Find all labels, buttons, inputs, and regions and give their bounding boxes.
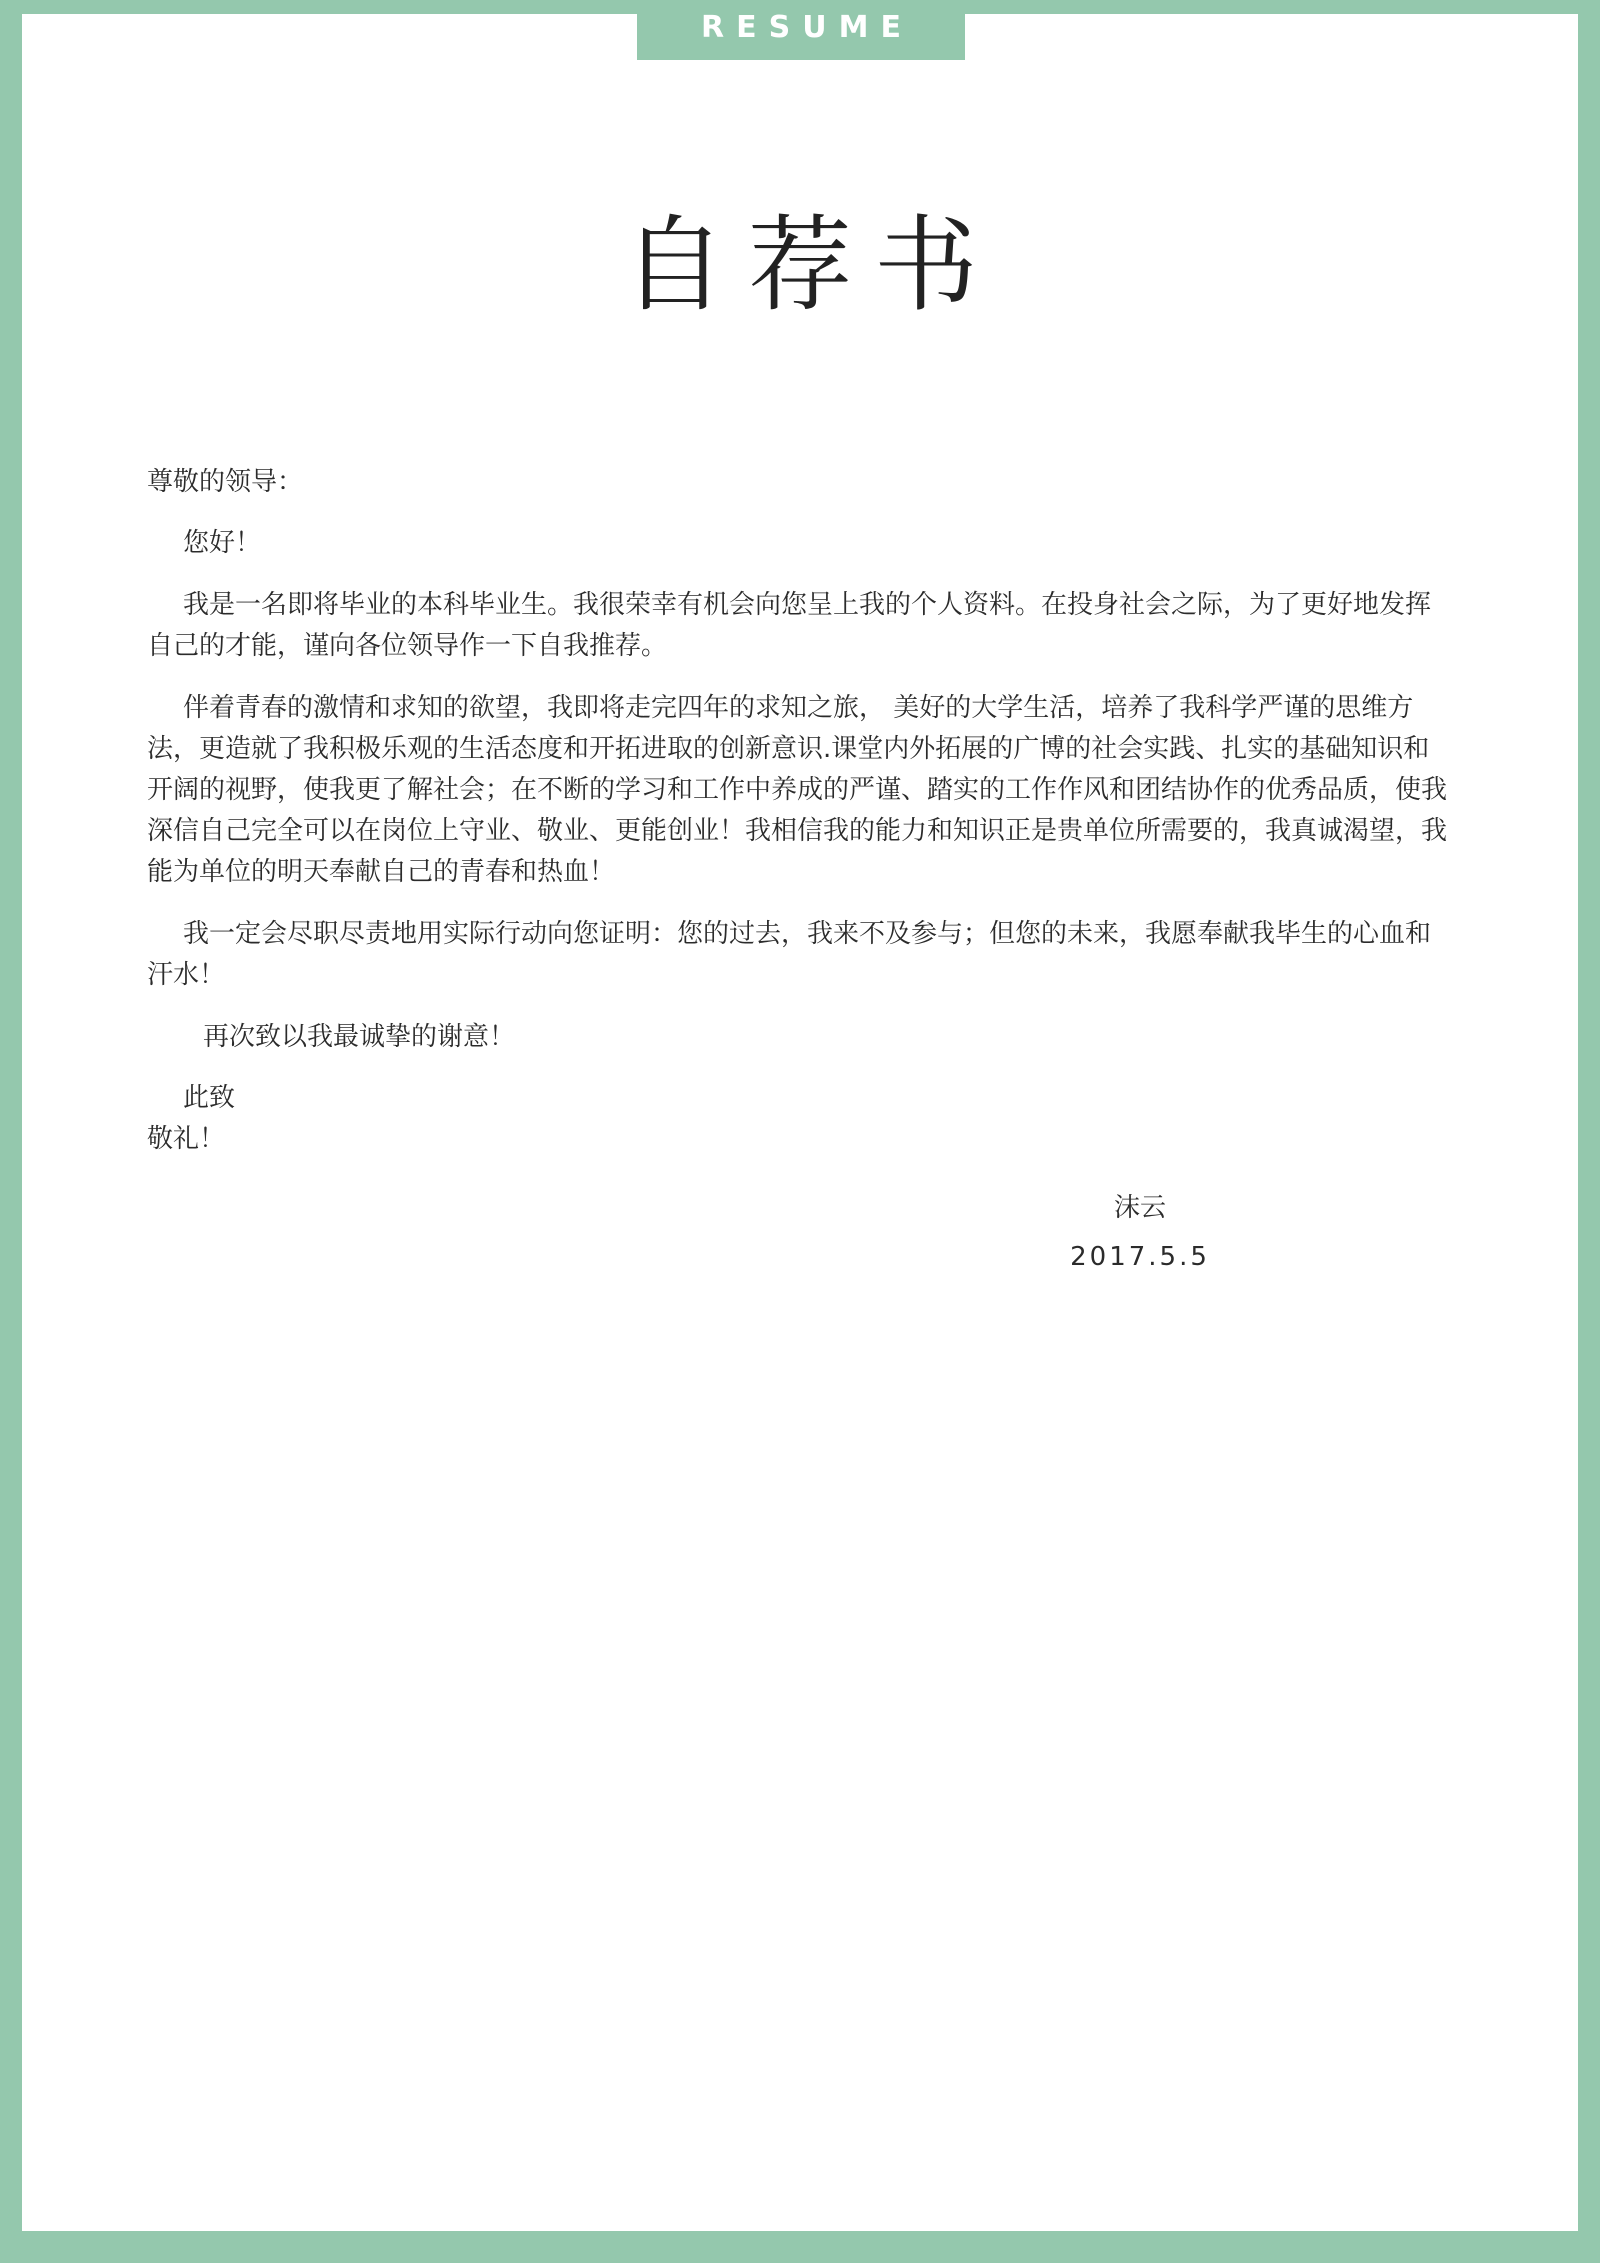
signature-date: 2017.5.5 xyxy=(1070,1242,1210,1272)
document-title: 自荐书 xyxy=(621,204,1000,326)
closing-line-1: 此致 xyxy=(183,1083,236,1113)
paragraph-commitment: 我一定会尽职尽责地用实际行动向您证明：您的过去，我来不及参与；但您的未来，我愿奉献我毕生的心血和汗水！ xyxy=(147,919,1432,990)
paragraph-experience: 伴着青春的激情和求知的欲望，我即将走完四年的求知之旅， 美好的大学生活，培养了我科学严谨的思维方法，更造就了我积极乐观的生活态度和开拓进取的创新意识.课堂内外拓展的广博的社会实践、扎实的基础知识和开阔的视野，使我更了解社会；在不断的学习和工作中养成的严谨、踏实的工作作风和团结协作的优秀品质，使我深信自己完全可以在岗位上守业、敬业、更能创业！我相信我的能力和知识正是贵单位所需要的，我真诚渴望，我能为单位的明天奉献自己的青春和热血！ xyxy=(147,693,1448,887)
thanks-line: 再次致以我最诚挚的谢意！ xyxy=(203,1022,516,1052)
letter-body xyxy=(147,462,1447,1160)
greeting: 您好！ xyxy=(183,528,262,558)
closing-line-2: 敬礼！ xyxy=(147,1124,226,1154)
signature-name: 沫云 xyxy=(1113,1193,1166,1223)
salutation: 尊敬的领导： xyxy=(147,467,304,497)
resume-header-tab: RESUME xyxy=(637,0,965,60)
paragraph-intro: 我是一名即将毕业的本科毕业生。我很荣幸有机会向您呈上我的个人资料。在投身社会之际，为了更好地发挥自己的才能，谨向各位领导作一下自我推荐。 xyxy=(147,590,1432,661)
